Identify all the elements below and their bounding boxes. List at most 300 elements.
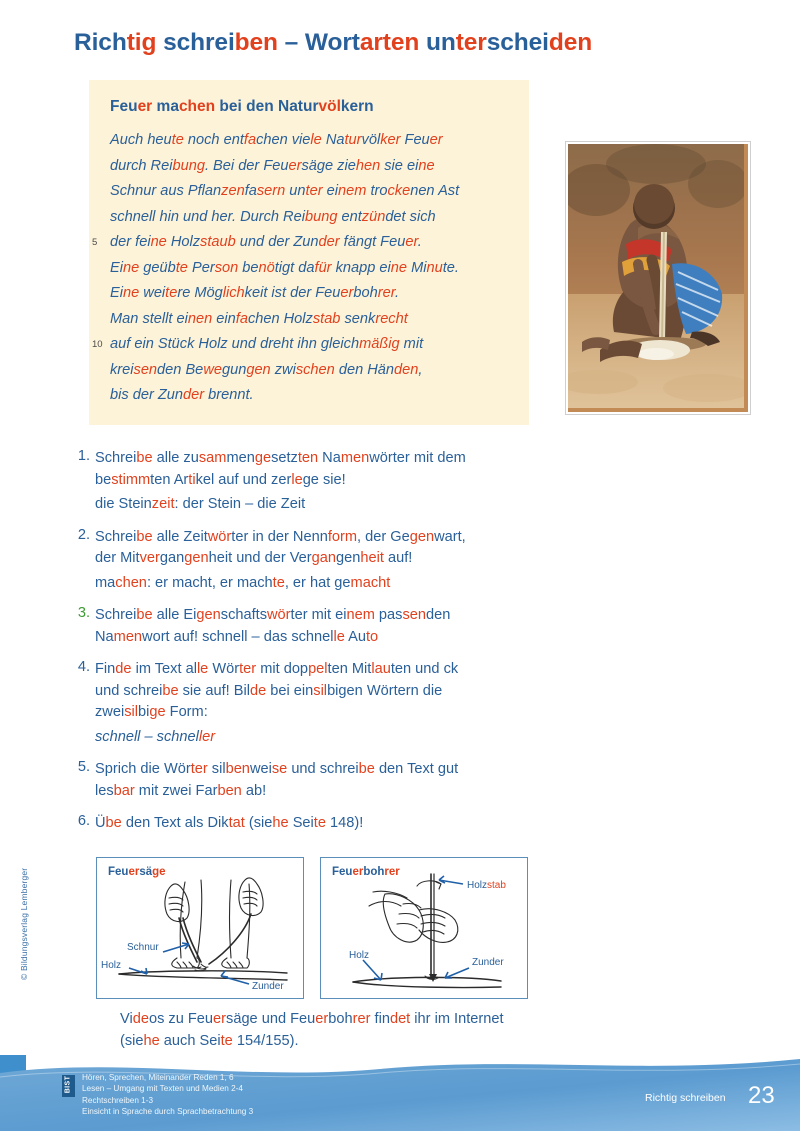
exercise-4-line-0-segment-0: Sprich die Wör — [95, 761, 191, 777]
reading-line-6-segment-5: lich — [222, 285, 245, 301]
exercise-1-line-0-segment-6: , der Ge — [357, 528, 410, 545]
bist-standard-line: Einsicht in Sprache durch Sprachbetrachtung 3 — [82, 1106, 254, 1116]
reading-line-0-segment-4: chen vie — [256, 132, 311, 148]
diagram-label-schnur: Schnur — [127, 942, 159, 953]
reading-text-box — [89, 80, 529, 425]
exercise-0-line-0-segment-5: ge — [254, 450, 272, 466]
exercise-line — [95, 605, 538, 627]
bist-tab-label: BIST — [64, 1075, 72, 1094]
exercise-2-line-1-segment-6: to — [365, 628, 379, 645]
reading-line — [110, 383, 515, 409]
exercise-list — [68, 448, 538, 846]
reading-line-0-segment-10: Feu — [400, 132, 430, 148]
reading-line-9-segment-6: zwi — [270, 361, 296, 378]
exercise-5-line-0-segment-8: 148)! — [325, 815, 364, 831]
exercise-1-line-0-segment-2: alle Zeit — [152, 528, 208, 545]
reading-heading-segment-5: bei den Natur — [215, 98, 319, 115]
exercise-3-line-0-segment-8: ten Mit — [327, 661, 372, 677]
diagram2-title-segment-3: rer — [384, 866, 400, 878]
reading-line-9-segment-1: sen — [133, 361, 158, 378]
reading-line-0-segment-11: er — [429, 132, 443, 148]
page-title — [74, 29, 592, 57]
exercise-line — [95, 813, 538, 835]
diagram-label-zunder: Zunder — [472, 957, 504, 968]
fire-making-photo — [566, 142, 750, 414]
exercise-3-line-2-segment-3: ge — [149, 704, 166, 720]
exercise-1-line-2-segment-2: : er macht, er mach — [146, 574, 273, 591]
exercise-4-line-0-segment-6: und schrei — [287, 761, 359, 777]
exercise-number: 6. — [77, 813, 90, 829]
caption-line-1-segment-3: te — [220, 1033, 233, 1049]
reading-line-7-segment-2: ein — [212, 310, 236, 327]
exercise-3-line-1-segment-6: bigen Wörtern die — [327, 682, 443, 699]
exercise-2-line-1-segment-1: men — [113, 628, 143, 645]
exercise-0-line-0-segment-1: be — [136, 450, 153, 466]
exercise-2-line-0-segment-7: nem — [346, 607, 375, 623]
exercise-0-line-0-segment-0: Schrei — [95, 450, 137, 466]
reading-box-heading — [110, 98, 374, 116]
exercise-2-line-0-segment-9: sen — [402, 607, 426, 623]
reading-line-6-segment-3: te — [165, 285, 178, 301]
exercise-0-line-1-segment-4: kel auf und zer — [195, 471, 292, 488]
caption-line-0-segment-1: de — [132, 1011, 149, 1027]
exercise-1-line-1-segment-5: gan — [311, 550, 337, 566]
exercise-number: 2. — [77, 526, 90, 543]
exercise-5-line-0-segment-2: den Text als Dik — [121, 815, 229, 831]
reading-line-0-segment-6: Na — [321, 132, 345, 148]
diagram-label-holz: Holz — [349, 950, 370, 961]
exercise-1-line-2-segment-4: , er hat ge — [284, 574, 351, 591]
exercise-line — [95, 759, 538, 781]
bist-standards-list — [82, 1072, 253, 1117]
exercise-3-line-1-segment-4: bei ein — [266, 682, 314, 699]
reading-line-6-segment-8: boh — [353, 285, 378, 301]
exercise-0-line-0-segment-4: men — [226, 450, 255, 466]
diagram2-title-segment-0: Feu — [332, 866, 353, 878]
footer-page-number: 23 — [748, 1082, 775, 1109]
reading-line-9-segment-2: den Be — [157, 361, 204, 378]
reading-line-5-segment-10: knapp ei — [331, 259, 391, 276]
reading-line-6-segment-6: keit ist der Feu — [244, 285, 341, 301]
reading-line-0-segment-3: fa — [243, 132, 257, 148]
exercise-3-line-1-segment-0: und schrei — [95, 682, 163, 699]
reading-line-9-segment-9: den — [394, 361, 419, 378]
reading-line-3-segment-2: ent — [337, 208, 362, 225]
exercise-0-line-1-segment-2: ten Ar — [150, 471, 189, 488]
diagram-feuersaege — [96, 857, 304, 999]
reading-line-4-segment-7: er — [405, 234, 418, 250]
caption-line-1-segment-4: 154/155). — [232, 1033, 299, 1049]
title-segment-8 — [419, 29, 426, 56]
exercise-3-line-1-segment-5: sil — [313, 682, 328, 699]
exercise-1-line-0-segment-4: ter in der Nenn — [231, 528, 328, 545]
reading-line-1-segment-2: . Bei der Feu — [204, 157, 289, 174]
reading-line-number: 5 — [92, 237, 98, 248]
diagram-feuerbohrer-drawing — [321, 858, 527, 998]
exercise-3-line-2-segment-4: Form: — [165, 704, 208, 720]
exercise-1-line-0-segment-1: be — [136, 528, 153, 545]
reading-line — [110, 281, 515, 307]
diagram-feuersaege-drawing — [97, 858, 303, 998]
exercise-item — [68, 759, 538, 802]
exercise-3-line-0-segment-0: Fin — [95, 661, 116, 677]
reading-line-6-segment-0: Ei — [110, 285, 123, 301]
exercise-1-line-1-segment-3: gen — [184, 550, 209, 566]
exercise-4-line-0-segment-2: sil — [207, 761, 226, 777]
diagram-label-holzstab: Holzstab — [467, 880, 506, 891]
reading-heading-segment-3: ma — [156, 98, 179, 115]
reading-line-5-segment-9: für — [314, 259, 332, 276]
exercise-3-line-1-segment-2: sie auf! Bil — [178, 682, 250, 699]
reading-line-5-segment-11: ne — [390, 259, 408, 276]
reading-line-7-segment-6: senk — [340, 310, 376, 327]
exercise-5-line-0-segment-7: te — [313, 815, 326, 831]
exercise-5-line-0-segment-6: Sei — [288, 815, 314, 831]
exercise-2-line-0-segment-1: be — [136, 607, 153, 623]
reading-line-9-segment-4: gun — [221, 361, 247, 378]
reading-line-6-segment-7: er — [340, 285, 354, 301]
exercise-1-line-2-segment-1: chen — [115, 574, 147, 591]
diagram1-title-segment-0: Feu — [108, 866, 129, 878]
title-segment-12: den — [548, 29, 593, 56]
exercise-4-line-0-segment-1: ter — [190, 761, 208, 777]
reading-line-4-segment-2: Holz — [166, 234, 201, 250]
caption-line-0-segment-4: säge und Feu — [226, 1011, 316, 1027]
diagram2-title-segment-2: boh — [363, 866, 385, 878]
title-segment-9: un — [425, 29, 456, 56]
reading-line-5-segment-2: geüb — [139, 259, 176, 276]
exercise-0-line-1-segment-6: ge sie! — [302, 471, 346, 488]
reading-line-5-segment-6: be — [238, 259, 259, 276]
reading-line-6-segment-2: wei — [139, 285, 166, 301]
reading-line-9-segment-7: schen — [295, 361, 335, 378]
caption-line-1-segment-2: auch Sei — [159, 1033, 221, 1049]
reading-line-4-segment-8: . — [417, 234, 422, 250]
caption-line-0-segment-3: er — [213, 1011, 227, 1027]
reading-line-0-segment-7: tur — [344, 132, 362, 148]
exercise-0-line-1-segment-0: be — [95, 471, 112, 488]
title-segment-6: Wort — [304, 29, 360, 56]
exercise-line — [95, 470, 538, 492]
exercise-0-line-0-segment-6: setz — [271, 450, 298, 466]
reading-line-5-segment-13: nu — [426, 259, 443, 276]
bist-standard-line: Lesen – Umgang mit Texten und Medien 2-4 — [82, 1084, 243, 1094]
exercise-line — [95, 681, 538, 703]
exercise-item — [68, 527, 538, 595]
exercise-1-line-0-segment-5: form — [327, 528, 358, 545]
reading-line-7-segment-3: fa — [235, 310, 248, 327]
caption-line-0-segment-9: det — [389, 1011, 411, 1027]
exercise-number: 3. — [77, 605, 90, 621]
exercise-3-line-0-segment-5: ter — [239, 661, 257, 677]
caption-line-1-segment-1: he — [143, 1033, 160, 1049]
exercise-0-line-0-segment-10: wörter mit dem — [369, 450, 466, 466]
reading-line-8-segment-0: auf ein Stück Holz und dreht ihn gleich — [110, 336, 360, 352]
reading-line-0-segment-2: noch ent — [183, 132, 244, 148]
exercise-5-line-0-segment-1: be — [105, 815, 122, 831]
exercise-3-line-1-segment-3: de — [249, 682, 267, 699]
exercise-3-line-2-segment-2: bi — [138, 704, 150, 720]
reading-line-2-segment-7: nem — [338, 183, 367, 199]
exercise-2-line-1-segment-3: schnell – das schnel — [202, 628, 334, 645]
exercise-line — [95, 494, 538, 516]
diagram-feuerbohrer — [320, 857, 528, 999]
reading-line-3-segment-1: bung — [304, 208, 338, 225]
caption-line-0-segment-8: fin — [370, 1011, 390, 1027]
exercise-1-line-1-segment-7: heit — [360, 550, 384, 566]
reading-line-2-segment-3: sern — [256, 183, 286, 199]
exercise-4-line-1-segment-0: les — [95, 782, 114, 799]
diagram-label-zunder: Zunder — [252, 981, 284, 992]
exercise-item — [68, 659, 538, 748]
exercise-line — [95, 659, 538, 681]
bist-standard-line: Hören, Sprechen, Miteinander Reden 1, 6 — [82, 1073, 234, 1082]
exercise-5-line-0-segment-4: (sie — [244, 815, 273, 831]
title-segment-3: schrei — [163, 29, 235, 56]
exercise-2-line-0-segment-0: Schrei — [95, 607, 137, 623]
exercise-item — [68, 448, 538, 516]
caption-line-0-segment-5: er — [315, 1011, 329, 1027]
exercise-3-line-3-segment-1: ler — [198, 728, 216, 745]
exercise-1-line-0-segment-7: gen — [409, 528, 435, 545]
exercise-1-line-1-segment-2: gan — [159, 550, 185, 566]
reading-line-4-segment-0: der fei — [110, 234, 151, 250]
reading-line-6-segment-10: . — [395, 285, 400, 301]
title-segment-4: ben — [234, 29, 278, 56]
reading-line-2-segment-1: zen — [221, 183, 245, 199]
reading-line-5-segment-7: nö — [258, 259, 275, 276]
reading-line-4-segment-6: fängt Feu — [339, 234, 406, 250]
diagram-label-holz: Holz — [101, 960, 122, 971]
exercise-1-line-2-segment-5: macht — [350, 574, 391, 591]
exercise-1-line-2-segment-0: ma — [95, 574, 116, 591]
copyright-notice: © Bildungsverlag Lemberger — [19, 867, 29, 980]
exercise-1-line-1-segment-0: der Mit — [95, 550, 140, 566]
reading-line-5-segment-3: te — [175, 259, 188, 276]
exercise-number: 1. — [77, 448, 90, 464]
video-caption — [120, 1008, 504, 1052]
exercise-2-line-0-segment-4: schafts — [220, 607, 268, 623]
caption-line — [120, 1008, 504, 1030]
exercise-0-line-1-segment-3: ti — [188, 471, 196, 488]
reading-heading-segment-4: chen — [178, 98, 216, 115]
reading-line-1-segment-6: sie ei — [380, 157, 419, 174]
reading-line — [110, 205, 515, 231]
reading-line-5-segment-12: Mi — [407, 259, 427, 276]
exercise-line — [95, 448, 538, 470]
reading-line-5-segment-4: Per — [187, 259, 215, 276]
exercise-3-line-1-segment-1: be — [162, 682, 179, 699]
reading-heading-segment-0: Feu — [110, 98, 138, 115]
reading-line-4-segment-1: ne — [150, 234, 167, 250]
reading-line-5-segment-5: son — [214, 259, 239, 276]
exercise-0-line-0-segment-8: Na — [318, 450, 341, 466]
reading-line-5-segment-14: te. — [442, 259, 459, 276]
exercise-0-line-0-segment-7: ten — [297, 450, 319, 466]
reading-line — [110, 154, 515, 180]
reading-line — [92, 332, 515, 358]
caption-line-1-segment-0: (sie — [120, 1033, 144, 1049]
reading-line-7-segment-1: nen — [187, 310, 213, 327]
exercise-0-line-0-segment-9: men — [340, 450, 370, 466]
reading-box-body — [92, 128, 515, 409]
reading-line-9-segment-5: gen — [246, 361, 271, 378]
exercise-line — [95, 627, 538, 649]
exercise-2-line-1-segment-5: Au — [344, 628, 366, 645]
reading-heading-segment-1: er — [137, 98, 153, 115]
reading-line-6-segment-9: rer — [377, 285, 396, 301]
reading-line-2-segment-4: un — [285, 183, 306, 199]
exercise-5-line-0-segment-5: he — [272, 815, 289, 831]
exercise-line — [95, 527, 538, 549]
reading-line-0-segment-9: ker — [380, 132, 401, 148]
reading-line — [110, 179, 515, 205]
exercise-2-line-0-segment-10: den — [426, 607, 451, 623]
title-segment-7: arten — [359, 29, 420, 56]
reading-line-number: 10 — [92, 339, 103, 350]
exercise-1-line-2-segment-3: te — [272, 574, 285, 591]
reading-line-4-segment-3: staub — [200, 234, 236, 250]
reading-line-9-segment-0: krei — [110, 361, 134, 378]
reading-line-1-segment-5: hen — [355, 157, 381, 174]
reading-line-10-segment-0: bis der Zun — [110, 387, 184, 403]
reading-line-5-segment-1: ne — [122, 259, 140, 276]
exercise-3-line-0-segment-2: im Text al — [131, 661, 197, 677]
reading-line-6-segment-1: ne — [122, 285, 140, 301]
exercise-line — [95, 702, 538, 724]
exercise-2-line-1-segment-4: le — [333, 628, 345, 645]
caption-line-0-segment-7: rer — [352, 1011, 371, 1027]
title-segment-5: – — [277, 29, 305, 56]
exercise-1-line-0-segment-3: wör — [207, 528, 232, 545]
reading-line-7-segment-5: stab — [312, 310, 341, 327]
exercise-2-line-0-segment-3: gen — [196, 607, 221, 623]
reading-line-2-segment-8: tro — [366, 183, 388, 199]
exercise-3-line-2-segment-1: sil — [124, 704, 138, 720]
title-segment-1: tig — [126, 29, 157, 56]
exercise-5-line-0-segment-3: tat — [228, 815, 245, 831]
exercise-2-line-0-segment-6: ter mit ei — [290, 607, 347, 623]
exercise-0-line-2-segment-1: zeit — [151, 496, 175, 512]
reading-line-9-segment-10: , — [418, 361, 423, 378]
title-segment-10: ter — [455, 29, 487, 56]
exercise-3-line-0-segment-9: lau — [371, 661, 391, 677]
exercise-0-line-1-segment-1: stimm — [111, 471, 151, 488]
reading-line-9-segment-8: den Hän — [334, 361, 395, 378]
reading-heading-segment-7: kern — [340, 98, 374, 115]
reading-line — [110, 256, 515, 282]
exercise-3-line-0-segment-10: ten und ck — [390, 661, 459, 677]
exercise-1-line-1-segment-8: auf! — [383, 550, 413, 566]
reading-line-1-segment-7: ne — [418, 157, 435, 174]
exercise-4-line-0-segment-7: be — [358, 761, 375, 777]
reading-line-4-segment-5: der — [318, 234, 340, 250]
exercise-3-line-0-segment-3: le — [196, 661, 209, 677]
exercise-4-line-0-segment-5: se — [271, 761, 288, 777]
reading-line-2-segment-2: fa — [244, 183, 257, 199]
reading-line-2-segment-5: ter — [305, 183, 323, 199]
reading-line — [110, 307, 515, 333]
exercise-3-line-3-segment-0: schnell – schnel — [95, 728, 199, 745]
caption-line — [120, 1030, 504, 1052]
reading-line-7-segment-7: recht — [375, 310, 408, 327]
caption-line-0-segment-0: Vi — [120, 1011, 133, 1027]
reading-line-0-segment-1: te — [171, 132, 184, 148]
exercise-4-line-1-segment-3: ben — [217, 782, 242, 799]
reading-line-3-segment-3: zün — [361, 208, 386, 225]
footer-chapter-label: Richtig schreiben — [645, 1092, 726, 1104]
caption-line-0-segment-6: boh — [328, 1011, 353, 1027]
reading-line-1-segment-3: er — [288, 157, 302, 174]
caption-line-0-segment-2: os zu Feu — [148, 1011, 214, 1027]
exercise-4-line-1-segment-2: mit zwei Far — [134, 782, 218, 799]
reading-line-5-segment-0: Ei — [110, 259, 123, 276]
exercise-2-line-0-segment-5: wör — [267, 607, 291, 623]
reading-line-4-segment-4: und der Zun — [235, 234, 319, 250]
exercise-4-line-1-segment-4: ab! — [241, 782, 267, 799]
reading-line-1-segment-1: bung — [172, 157, 205, 174]
reading-line-1-segment-4: säge zie — [301, 157, 356, 174]
reading-line-7-segment-4: chen Holz — [247, 310, 313, 327]
reading-line-0-segment-5: le — [310, 132, 322, 148]
exercise-4-line-0-segment-3: ben — [225, 761, 250, 777]
exercise-2-line-1-segment-2: wort auf! — [142, 628, 203, 645]
reading-line-0-segment-0: Auch heu — [110, 132, 172, 148]
exercise-0-line-2-segment-0: die Stein — [95, 496, 152, 512]
reading-line-5-segment-8: tigt da — [274, 259, 315, 276]
title-segment-11: schei — [486, 29, 549, 56]
exercise-item — [68, 813, 538, 835]
exercise-number: 5. — [77, 759, 90, 775]
exercise-2-line-0-segment-2: alle Ei — [152, 607, 197, 623]
caption-line-0-segment-10: ihr im Internet — [410, 1011, 504, 1027]
exercise-3-line-0-segment-4: Wör — [208, 661, 240, 677]
exercise-5-line-0-segment-0: Ü — [95, 815, 106, 831]
exercise-item — [68, 605, 538, 648]
reading-line-6-segment-4: re Mög — [177, 285, 223, 301]
reading-line-3-segment-0: schnell hin und her. Durch Rei — [110, 208, 305, 225]
exercise-1-line-0-segment-8: wart, — [434, 528, 466, 545]
reading-line-3-segment-4: det sich — [385, 208, 436, 225]
exercise-3-line-0-segment-6: mit dop — [256, 661, 309, 677]
reading-line-10-segment-2: brennt. — [204, 387, 254, 403]
exercise-4-line-1-segment-1: bar — [113, 782, 135, 799]
bist-tab — [62, 1075, 75, 1097]
reading-line-8-segment-1: mäßig — [359, 336, 400, 352]
reading-line-8-segment-2: mit — [399, 336, 424, 352]
reading-line — [110, 128, 515, 154]
exercise-3-line-2-segment-0: zwei — [95, 704, 125, 720]
diagram1-title-segment-3: ge — [152, 866, 166, 878]
exercise-line — [95, 727, 538, 749]
exercise-number: 4. — [77, 659, 90, 675]
exercise-4-line-0-segment-8: den Text gut — [374, 761, 459, 777]
bist-standard-line: Rechtschreiben 1-3 — [82, 1095, 153, 1105]
title-segment-0: Rich — [74, 29, 127, 56]
exercise-1-line-0-segment-0: Schrei — [95, 528, 137, 545]
exercise-1-line-1-segment-6: gen — [336, 550, 361, 566]
reading-line — [110, 358, 515, 384]
reading-line-2-segment-6: ei — [322, 183, 338, 199]
exercise-line — [95, 573, 538, 595]
exercise-0-line-1-segment-5: le — [291, 471, 303, 488]
exercise-3-line-0-segment-7: pel — [308, 661, 328, 677]
diagram1-title-segment-1: er — [128, 866, 140, 878]
diagram1-title-segment-2: sä — [139, 866, 153, 878]
exercise-1-line-1-segment-1: ver — [139, 550, 160, 566]
reading-line-9-segment-3: we — [203, 361, 222, 378]
reading-line-0-segment-8: völ — [361, 132, 381, 148]
